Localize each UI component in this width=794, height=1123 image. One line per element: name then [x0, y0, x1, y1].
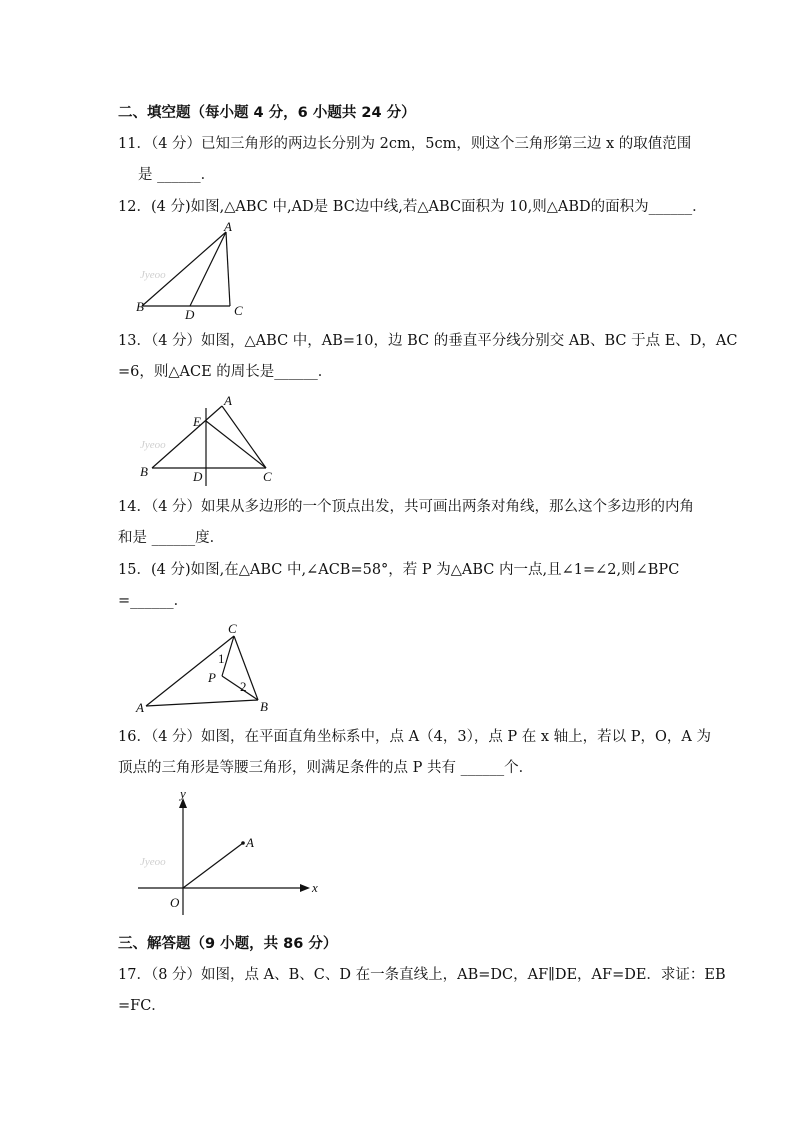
question-14-line-1: 14．（4 分）如果从多边形的一个顶点出发，共可画出两条对角线，那么这个多边形的内角: [118, 499, 695, 515]
question-15-line-2: =______．: [118, 593, 189, 609]
angle-label-2: 2: [240, 679, 247, 694]
segment-AD: [190, 232, 226, 306]
label-O: O: [170, 895, 180, 910]
section-3-heading: 三、解答题（9 小题，共 86 分）: [118, 936, 338, 952]
label-x: x: [312, 880, 318, 895]
section-2-heading: 二、填空题（每小题 4 分，6 小题共 24 分）: [118, 105, 416, 121]
segment-AC: [226, 232, 230, 306]
label-C: C: [263, 469, 272, 484]
label-C: C: [228, 621, 237, 636]
label-y: y: [180, 786, 186, 801]
label-B: B: [260, 699, 268, 714]
label-B: B: [140, 464, 148, 479]
label-A: A: [136, 700, 144, 715]
label-E: E: [193, 414, 201, 429]
question-12-line-1: 12．(4 分)如图,△ABC 中,AD是 BC边中线,若△ABC面积为 10,则△ABD的面积为______．: [118, 199, 707, 215]
question-14-line-2: 和是 ______度．: [118, 530, 225, 546]
question-11-line-2: 是 ______．: [138, 167, 216, 183]
figure-q15-triangle: [130, 620, 280, 716]
question-17-line-2: =FC．: [118, 998, 166, 1014]
question-16-line-1: 16．（4 分）如图，在平面直角坐标系中，点 A（4，3），点 P 在 x 轴上，若以 P，O，A 为: [118, 729, 712, 745]
label-B: B: [136, 299, 144, 314]
label-P: P: [208, 670, 216, 685]
segment-AB: [146, 700, 258, 706]
question-15-line-1: 15．(4 分)如图,在△ABC 中,∠ACB=58°，若 P 为△ABC 内一点,且∠1=∠2,则∠BPC: [118, 562, 680, 578]
question-17-line-1: 17．（8 分）如图，点 A、B、C、D 在一条直线上，AB=DC，AF∥DE，AF=DE．求证：EB: [118, 967, 726, 983]
label-A: A: [224, 219, 232, 234]
point-A: [241, 841, 245, 845]
angle-label-1: 1: [218, 651, 225, 666]
label-D: D: [185, 307, 195, 322]
question-13-line-1: 13．（4 分）如图，△ABC 中，AB=10，边 BC 的垂直平分线分别交 AB、BC 于点 E、D，AC: [118, 333, 738, 349]
label-A: A: [224, 393, 232, 408]
segment-CA: [146, 636, 234, 706]
segment-EC: [206, 421, 266, 468]
x-axis-arrow-icon: [300, 884, 310, 892]
segment-AB: [152, 406, 222, 468]
figure-watermark: Jyeoo: [140, 269, 166, 281]
label-C: C: [234, 303, 243, 318]
label-A: A: [246, 835, 254, 850]
label-D: D: [193, 469, 203, 484]
question-13-line-2: =6，则△ACE 的周长是______．: [118, 364, 333, 380]
question-16-line-2: 顶点的三角形是等腰三角形，则满足条件的点 P 共有 ______个．: [118, 760, 534, 776]
segment-OA: [183, 843, 243, 888]
figure-q16-coordinate-plane: [130, 785, 330, 917]
figure-watermark: Jyeoo: [140, 439, 166, 451]
question-11-line-1: 11．（4 分）已知三角形的两边长分别为 2cm，5cm，则这个三角形第三边 x 的取值范围: [118, 136, 692, 152]
figure-watermark: Jyeoo: [140, 856, 166, 868]
figure-q12-triangle: [130, 218, 260, 322]
figure-q13-triangle: [130, 390, 290, 490]
segment-AC: [222, 406, 266, 468]
